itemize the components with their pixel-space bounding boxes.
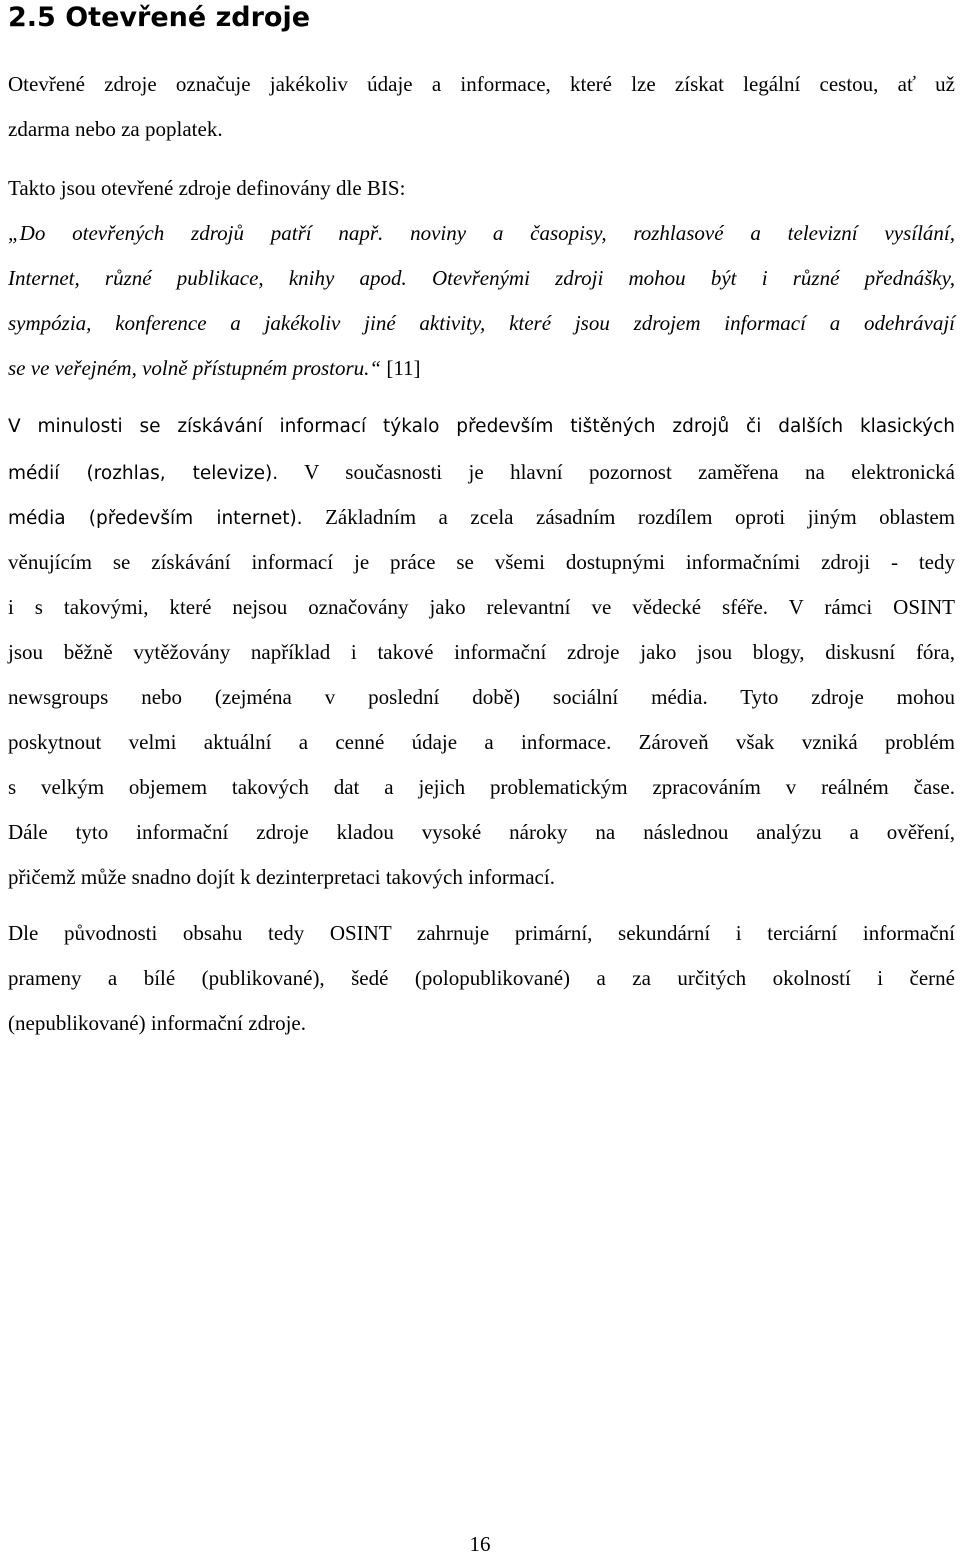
paragraph-4-line-2: prameny a bílé (publikované), šedé (polopublikované) a za určitých okolností i černé [8, 966, 955, 990]
paragraph-3-line-2-b: V současnosti je hlavní pozornost zaměřena na elektronická [278, 460, 956, 484]
paragraph-1-line-2: zdarma nebo za poplatek. [8, 117, 223, 141]
paragraph-3-line-11: přičemž může snadno dojít k dezinterpretaci takových informací. [8, 865, 555, 889]
paragraph-3-line-7: newsgroups nebo (zejména v poslední době) sociální média. Tyto zdroje mohou [8, 685, 955, 709]
paragraph-3-line-8: poskytnout velmi aktuální a cenné údaje a informace. Zároveň však vzniká problém [8, 730, 955, 754]
quote-line-1: „Do otevřených zdrojů patří např. noviny a časopisy, rozhlasové a televizní vysílání, [8, 221, 955, 245]
paragraph-3-line-1: V minulosti se získávání informací týkalo především tištěných zdrojů či dalších klasických [8, 416, 955, 437]
quote-line-3: sympózia, konference a jakékoliv jiné aktivity, které jsou zdrojem informací a odehrávají [8, 311, 955, 335]
paragraph-3-line-10: Dále tyto informační zdroje kladou vysoké nároky na následnou analýzu a ověření, [8, 820, 955, 844]
paragraph-3-line-5: i s takovými, které nejsou označovány jako relevantní ve vědecké sféře. V rámci OSINT [8, 595, 955, 619]
paragraph-3-line-9: s velkým objemem takových dat a jejich problematickým zpracováním v reálném čase. [8, 775, 955, 799]
paragraph-2-intro: Takto jsou otevřené zdroje definovány dle BIS: [8, 176, 406, 200]
paragraph-1-line-1: Otevřené zdroje označuje jakékoliv údaje a informace, které lze získat legální cestou, ať už [8, 72, 955, 96]
quote-line-2: Internet, různé publikace, knihy apod. Otevřenými zdroji mohou být i různé přednášky, [8, 266, 955, 290]
paragraph-4-line-1: Dle původnosti obsahu tedy OSINT zahrnuje primární, sekundární i terciární informační [8, 921, 955, 945]
paragraph-3-line-3-b: Základním a zcela zásadním rozdílem oproti jiným oblastem [302, 505, 955, 529]
quote-end: se ve veřejném, volně přístupném prostoru.“ [8, 356, 382, 380]
page-number: 16 [469, 1532, 491, 1556]
paragraph-3-line-4: věnujícím se získávání informací je práce se všemi dostupnými informačními zdroji - tedy [8, 550, 955, 574]
paragraph-3-line-3 [8, 503, 955, 533]
section-heading: 2.5 Otevřené zdroje [8, 2, 311, 33]
paragraph-3-line-2 [8, 458, 955, 488]
paragraph-3-line-2-a: médií (rozhlas, televize). [8, 463, 279, 484]
citation-reference: [11] [381, 356, 421, 380]
paragraph-4-line-3: (nepublikované) informační zdroje. [8, 1011, 306, 1035]
quote-line-4 [8, 354, 421, 382]
paragraph-3-line-3-a: média (především internet). [8, 508, 303, 529]
paragraph-3-line-6: jsou běžně vytěžovány například i takové informační zdroje jako jsou blogy, diskusní fóra, [8, 640, 955, 664]
